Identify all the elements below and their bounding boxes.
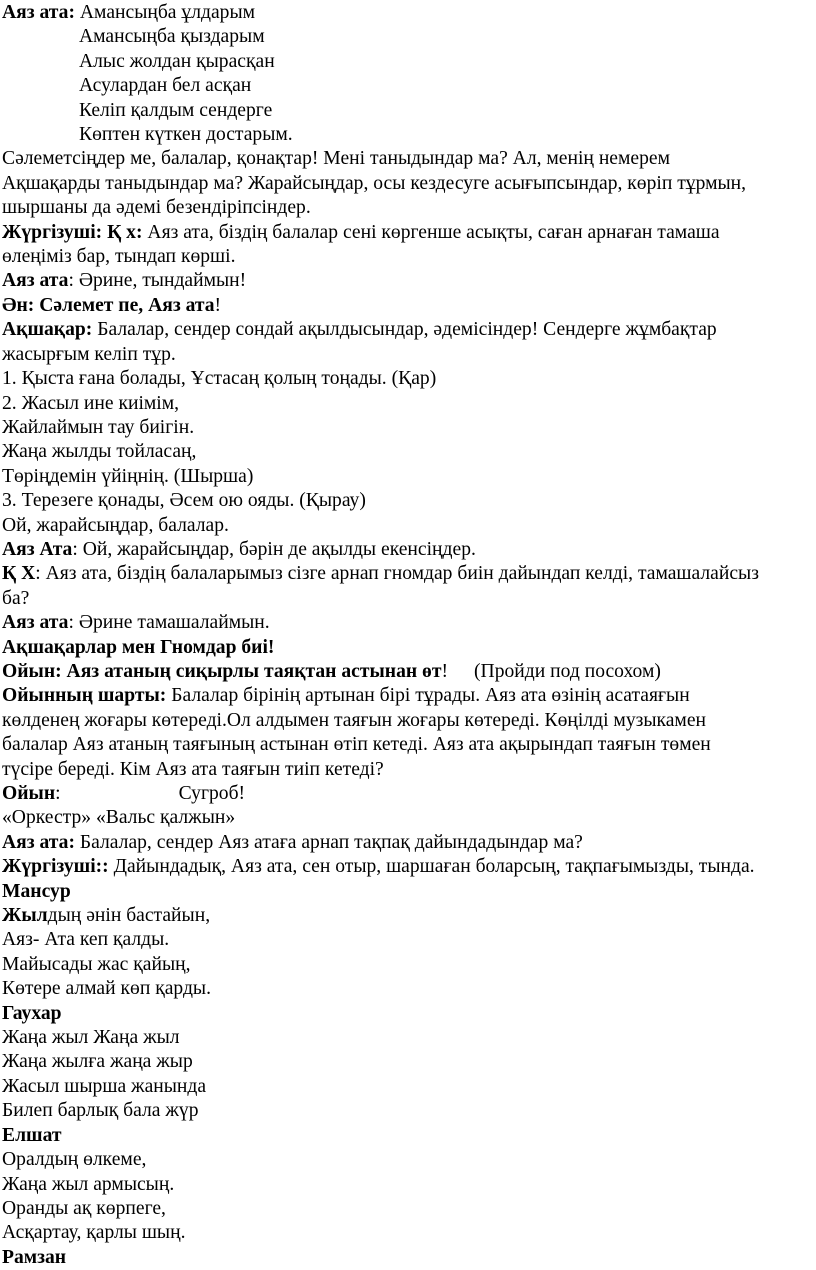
text-line xyxy=(2,1148,816,1172)
bold-text: Ойынның шарты: xyxy=(2,685,167,707)
text-run: түсіре береді. Кім Аяз ата таяғын тиіп кетеді? xyxy=(2,758,384,780)
text-line xyxy=(2,1173,816,1197)
text-line xyxy=(2,392,816,416)
text-run: Сәлеметсіңдер ме, балалар, қонақтар! Мені таныдындар ма? Ал, менің немерем xyxy=(2,148,670,170)
text-line xyxy=(2,782,816,806)
text-run: Майысады жас қайың, xyxy=(2,953,191,975)
text-line xyxy=(2,1197,816,1221)
text-run: : Аяз ата, біздің балаларымыз сізге арнап гномдар биін дайындап келді, тамашалайсыз xyxy=(35,563,759,585)
text-line xyxy=(2,514,816,538)
text-line xyxy=(2,489,816,513)
bold-text: Ақшақарлар мен Гномдар биі! xyxy=(2,636,275,658)
text-run: Амансыңба ұлдарым xyxy=(75,2,256,23)
bold-text: Елшат xyxy=(2,1124,62,1146)
text-run: : xyxy=(55,783,61,804)
text-line xyxy=(2,25,816,49)
text-line xyxy=(2,562,816,586)
text-line xyxy=(2,1124,816,1148)
text-line xyxy=(2,294,816,318)
bold-text: Аяз ата xyxy=(2,270,69,292)
text-run: өлеңіміз бар, тындап көрші. xyxy=(2,246,236,268)
text-line xyxy=(2,611,816,635)
text-line xyxy=(2,1099,816,1123)
text-line xyxy=(2,123,816,147)
bold-text: Жүргізуші: Қ х: xyxy=(2,221,143,243)
text-run: Аяз- Ата кеп қалды. xyxy=(2,929,170,951)
text-run: ба? xyxy=(2,587,30,609)
text-run: Аяз ата, біздің балалар сені көргенше асықты, саған арнаған тамаша xyxy=(142,221,720,243)
text-line xyxy=(2,367,816,391)
text-line xyxy=(2,855,816,879)
text-line xyxy=(2,928,816,952)
text-run: жасырғым келіп тұр. xyxy=(2,343,176,365)
bold-text: Аяз ата: xyxy=(2,831,75,853)
text-run: Жайлаймын тау биігін. xyxy=(2,416,195,438)
text-line xyxy=(2,806,816,830)
text-run: Дайындадық, Аяз ата, сен отыр, шаршаған боларсың, тақпағымызды, тында. xyxy=(108,856,755,878)
text-line xyxy=(2,831,816,855)
text-run: 2. Жасыл ине киімім, xyxy=(2,392,180,414)
bold-text: Жыл xyxy=(2,905,48,927)
text-line xyxy=(2,50,816,74)
text-run: Жаңа жыл Жаңа жыл xyxy=(2,1027,180,1049)
text-run: ! xyxy=(441,660,449,682)
text-run: Жаңа жылды тойласаң, xyxy=(2,441,197,463)
text-line xyxy=(2,196,816,220)
text-run: Ой, жарайсыңдар, балалар. xyxy=(2,514,229,536)
bold-text: Ойын xyxy=(2,783,56,804)
bold-text: Ойын: Аяз атаның сиқырлы таяқтан астынан өт xyxy=(2,660,442,682)
text-line xyxy=(2,758,816,782)
bold-text: Аяз ата: xyxy=(2,2,75,23)
text-run: Көтере алмай көп қарды. xyxy=(2,978,211,1000)
text-line xyxy=(2,440,816,464)
text-line xyxy=(2,221,816,245)
text-run: Сугроб! xyxy=(178,783,246,804)
text-line xyxy=(2,1221,816,1245)
text-line xyxy=(2,904,816,928)
text-run: ! xyxy=(214,294,222,316)
text-run: Асқартау, қарлы шың. xyxy=(2,1222,186,1244)
bold-text: Аяз ата xyxy=(2,612,69,634)
text-line xyxy=(2,1075,816,1099)
text-line xyxy=(2,660,816,684)
bold-text: Рамзан xyxy=(2,1246,67,1268)
text-run: : Әрине тамашалаймын. xyxy=(68,612,270,634)
text-line xyxy=(2,1246,816,1270)
text-line xyxy=(2,733,816,757)
text-line xyxy=(2,977,816,1001)
bold-text: Ән: Сәлемет пе, Аяз ата xyxy=(2,294,215,316)
text-line xyxy=(2,538,816,562)
text-run: Амансыңба қыздарым xyxy=(79,26,265,48)
text-line xyxy=(2,1,816,25)
text-run: Балалар бірінің артынан бірі тұрады. Аяз ата өзінің асатаяғын xyxy=(166,685,690,707)
text-run: көлденең жоғары көтереді.Ол алдымен таяғын жоғары көтереді. Көңілді музыкамен xyxy=(2,709,707,731)
text-run: Ақшақарды таныдындар ма? Жарайсыңдар, осы кездесуге асығыпсындар, көріп тұрмын, xyxy=(2,172,747,194)
bold-text: Мансур xyxy=(2,880,71,902)
text-run: (Пройди под посохом) xyxy=(474,660,661,682)
text-run: Жаңа жылға жаңа жыр xyxy=(2,1051,193,1073)
text-line xyxy=(2,74,816,98)
text-run: Балалар, сендер Аяз атаға арнап тақпақ дайындадындар ма? xyxy=(75,831,583,853)
text-run: Балалар, сендер сондай ақылдысындар, әдемісіндер! Сендерге жұмбақтар xyxy=(92,319,717,341)
text-run: Асулардан бел асқан xyxy=(79,75,252,97)
text-run: Жаңа жыл армысың. xyxy=(2,1173,175,1195)
text-run: «Оркестр» «Вальс қалжын» xyxy=(2,807,236,829)
text-run: 1. Қыста ғана болады, Ұстасаң қолың тоңады. (Қар) xyxy=(2,368,437,390)
text-run: Оралдың өлкеме, xyxy=(2,1149,147,1171)
bold-text: Жүргізуші:: xyxy=(2,856,109,878)
text-run: Жасыл шырша жанында xyxy=(2,1075,207,1097)
text-run: Келіп қалдым сендерге xyxy=(79,99,273,121)
text-line xyxy=(2,684,816,708)
text-line xyxy=(2,465,816,489)
text-line xyxy=(2,318,816,342)
text-run: Оранды ақ көрпеге, xyxy=(2,1197,166,1219)
bold-text: Қ Х xyxy=(2,563,36,585)
bold-text: Аяз Ата xyxy=(2,538,73,560)
text-line xyxy=(2,709,816,733)
text-run: Билеп барлық бала жүр xyxy=(2,1100,199,1122)
text-line xyxy=(2,587,816,611)
text-line xyxy=(2,99,816,123)
text-line xyxy=(2,880,816,904)
text-line xyxy=(2,636,816,660)
text-line xyxy=(2,245,816,269)
text-line xyxy=(2,1026,816,1050)
text-line xyxy=(2,172,816,196)
text-run: Алыс жолдан қырасқан xyxy=(79,50,275,72)
text-line xyxy=(2,953,816,977)
text-run: : Әрине, тындаймын! xyxy=(68,270,247,292)
bold-text: Ақшақар: xyxy=(2,319,93,341)
bold-text: Гаухар xyxy=(2,1002,62,1024)
text-line xyxy=(2,269,816,293)
text-run: дың әнін бастайын, xyxy=(47,905,211,927)
text-run: 3. Терезеге қонады, Әсем ою ояды. (Қырау) xyxy=(2,490,366,512)
text-line xyxy=(2,416,816,440)
text-line xyxy=(2,1050,816,1074)
text-line xyxy=(2,1002,816,1026)
text-run: Төріңдемін үйіңнің. (Шырша) xyxy=(2,465,254,487)
text-line xyxy=(2,147,816,171)
text-run: Көптен күткен достарым. xyxy=(79,124,293,146)
text-run: балалар Аяз атаның таяғының астынан өтіп кетеді. Аяз ата ақырындап таяғын төмен xyxy=(2,734,711,756)
text-run: шыршаны да әдемі безендіріпсіндер. xyxy=(2,197,311,219)
text-run: : Ой, жарайсыңдар, бәрін де ақылды екенсіңдер. xyxy=(72,538,476,560)
text-line xyxy=(2,343,816,367)
